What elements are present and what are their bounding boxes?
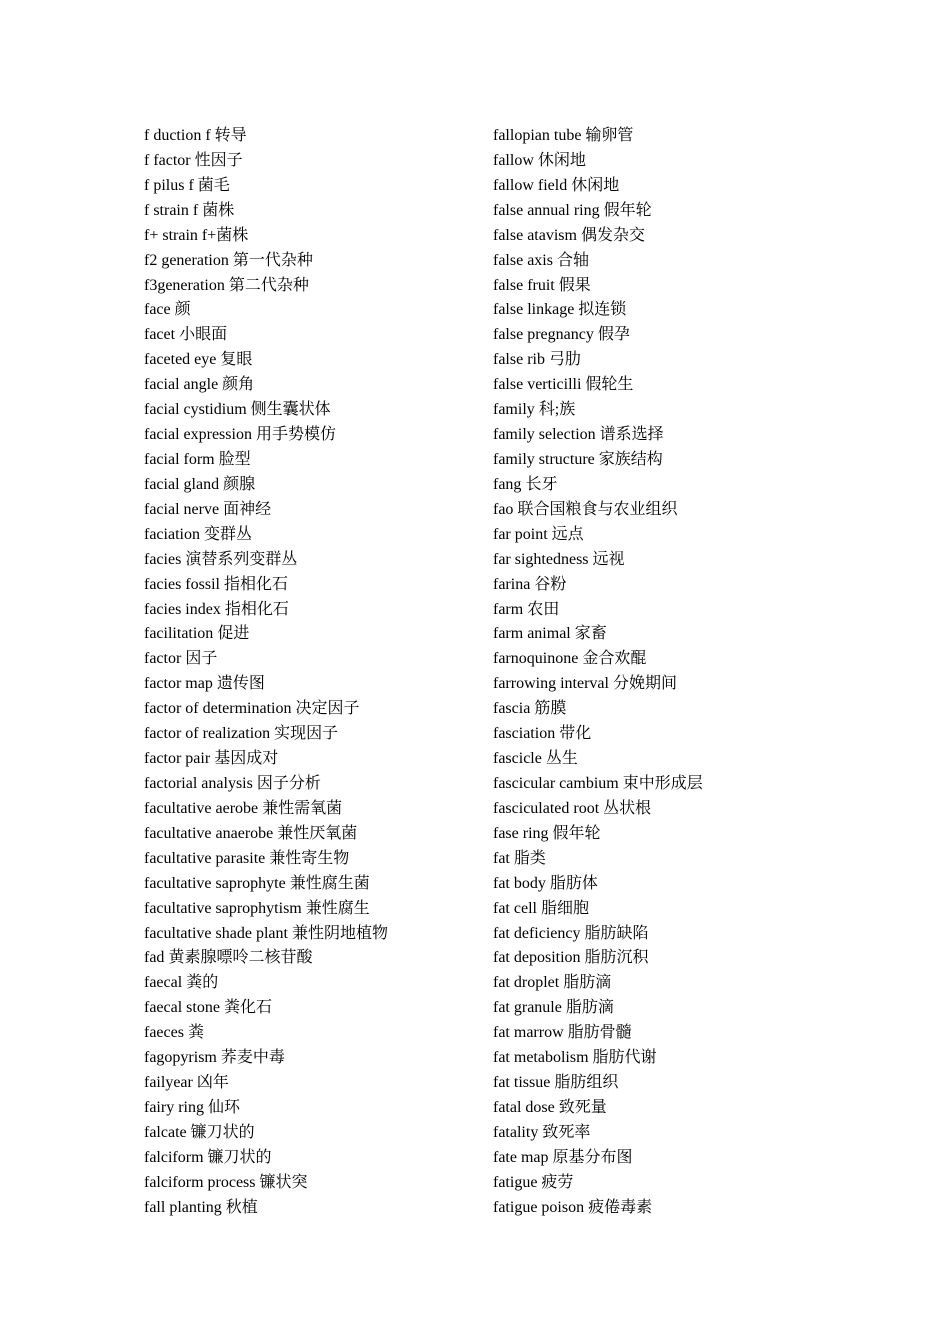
glossary-entry bbox=[493, 647, 833, 672]
glossary-entry bbox=[493, 722, 833, 747]
entry-term: false atavism bbox=[493, 226, 577, 244]
entry-term: fat body bbox=[493, 874, 546, 892]
glossary-entry bbox=[493, 1096, 833, 1121]
glossary-entry bbox=[144, 523, 474, 548]
glossary-entry bbox=[493, 199, 833, 224]
entry-term: fascicle bbox=[493, 750, 542, 768]
entry-translation: 指相化石 bbox=[224, 600, 289, 618]
glossary-entry bbox=[493, 847, 833, 872]
entry-term: fatigue bbox=[493, 1173, 538, 1191]
entry-translation: 谱系选择 bbox=[599, 426, 664, 444]
entry-translation: 第一代杂种 bbox=[232, 251, 313, 269]
entry-term: faeces bbox=[144, 1024, 184, 1042]
entry-translation: 秋植 bbox=[225, 1198, 258, 1216]
entry-term: fasciculated root bbox=[493, 799, 600, 817]
entry-translation: 菌株 bbox=[202, 201, 235, 219]
entry-translation: 疲倦毒素 bbox=[588, 1198, 653, 1216]
glossary-entry bbox=[493, 548, 833, 573]
glossary-entry bbox=[493, 1146, 833, 1171]
entry-term: fat bbox=[493, 849, 510, 867]
glossary-entry bbox=[493, 473, 833, 498]
glossary-entry bbox=[493, 897, 833, 922]
glossary-entry bbox=[493, 298, 833, 323]
glossary-entry bbox=[144, 1121, 474, 1146]
glossary-entry bbox=[493, 822, 833, 847]
glossary-entry bbox=[144, 398, 474, 423]
entry-translation: 脂肪体 bbox=[549, 874, 598, 892]
entry-term: faecal stone bbox=[144, 999, 220, 1017]
entry-term: faciation bbox=[144, 525, 200, 543]
entry-term: f+ strain bbox=[144, 226, 198, 244]
entry-term: facial angle bbox=[144, 376, 219, 394]
entry-term: facultative anaerobe bbox=[144, 824, 274, 842]
entry-translation: 仙环 bbox=[207, 1098, 240, 1116]
entry-translation: 疲劳 bbox=[541, 1173, 574, 1191]
glossary-entry bbox=[144, 697, 474, 722]
entry-term: fairy ring bbox=[144, 1098, 204, 1116]
entry-translation: 菌毛 bbox=[197, 176, 230, 194]
glossary-entry bbox=[493, 747, 833, 772]
glossary-left-column bbox=[144, 124, 474, 1221]
entry-term: fat metabolism bbox=[493, 1049, 589, 1067]
entry-translation: 丛状根 bbox=[603, 799, 652, 817]
glossary-entry bbox=[493, 872, 833, 897]
entry-translation: 因子分析 bbox=[256, 774, 321, 792]
entry-term: factor bbox=[144, 650, 182, 668]
entry-translation: 农田 bbox=[527, 600, 560, 618]
entry-term: false axis bbox=[493, 251, 553, 269]
entry-term: farnoquinone bbox=[493, 650, 579, 668]
entry-term: facultative saprophytism bbox=[144, 899, 302, 917]
entry-term: fate map bbox=[493, 1148, 549, 1166]
entry-term: fascia bbox=[493, 700, 531, 718]
entry-translation: 筋膜 bbox=[534, 700, 567, 718]
entry-translation: 联合国粮食与农业组织 bbox=[517, 500, 678, 518]
entry-translation: 实现因子 bbox=[274, 725, 339, 743]
glossary-entry bbox=[493, 373, 833, 398]
entry-term: factorial analysis bbox=[144, 774, 253, 792]
entry-term: factor map bbox=[144, 675, 213, 693]
glossary-entry bbox=[493, 523, 833, 548]
glossary-entry bbox=[493, 249, 833, 274]
entry-term: facet bbox=[144, 326, 176, 344]
entry-translation: 脂肪骨髓 bbox=[567, 1024, 632, 1042]
entry-translation: 指相化石 bbox=[223, 575, 288, 593]
entry-term: fatality bbox=[493, 1123, 539, 1141]
entry-term: fase ring bbox=[493, 824, 549, 842]
entry-term: farm bbox=[493, 600, 524, 618]
entry-translation: 粪的 bbox=[186, 974, 219, 992]
glossary-entry bbox=[144, 548, 474, 573]
glossary-entry bbox=[493, 996, 833, 1021]
glossary-entry bbox=[493, 946, 833, 971]
entry-term: faceted eye bbox=[144, 351, 217, 369]
entry-term: farina bbox=[493, 575, 531, 593]
entry-term: facies index bbox=[144, 600, 221, 618]
entry-term: facultative saprophyte bbox=[144, 874, 286, 892]
entry-translation: 遗传图 bbox=[216, 675, 265, 693]
entry-term: fallow bbox=[493, 151, 534, 169]
entry-translation: 因子 bbox=[185, 650, 218, 668]
entry-translation: 转导 bbox=[214, 127, 247, 144]
glossary-entry bbox=[493, 697, 833, 722]
entry-translation: 性因子 bbox=[194, 151, 243, 169]
glossary-entry bbox=[493, 797, 833, 822]
entry-term: false linkage bbox=[493, 301, 575, 319]
entry-term: facial gland bbox=[144, 475, 220, 493]
entry-translation: 基因成对 bbox=[214, 750, 279, 768]
entry-term: fall planting bbox=[144, 1198, 222, 1216]
entry-translation: 第二代杂种 bbox=[228, 276, 309, 294]
entry-term: f3generation bbox=[144, 276, 225, 294]
entry-translation: 决定因子 bbox=[295, 700, 360, 718]
entry-translation: 复眼 bbox=[220, 351, 253, 369]
glossary-entry bbox=[493, 323, 833, 348]
entry-term: fat granule bbox=[493, 999, 562, 1017]
entry-term: family bbox=[493, 401, 535, 419]
entry-term: fatigue poison bbox=[493, 1198, 585, 1216]
glossary-entry bbox=[144, 498, 474, 523]
glossary-entry bbox=[144, 348, 474, 373]
entry-translation: 兼性腐生菌 bbox=[289, 874, 370, 892]
entry-translation: 远视 bbox=[592, 550, 625, 568]
glossary-entry bbox=[144, 622, 474, 647]
glossary-entry bbox=[144, 946, 474, 971]
entry-term: faecal bbox=[144, 974, 183, 992]
entry-translation: 长牙 bbox=[525, 475, 558, 493]
entry-translation: 镰刀状的 bbox=[207, 1148, 272, 1166]
glossary-entry bbox=[144, 797, 474, 822]
entry-translation: 拟连锁 bbox=[578, 301, 627, 319]
glossary-entry bbox=[144, 672, 474, 697]
entry-term: fasciation bbox=[493, 725, 556, 743]
entry-translation: 金合欢醌 bbox=[582, 650, 647, 668]
glossary-entry bbox=[144, 1171, 474, 1196]
entry-translation: 束中形成层 bbox=[622, 774, 703, 792]
glossary-entry bbox=[493, 498, 833, 523]
entry-term: fat droplet bbox=[493, 974, 560, 992]
glossary-entry bbox=[144, 1046, 474, 1071]
entry-translation: f+菌株 bbox=[201, 226, 249, 244]
glossary-entry bbox=[144, 822, 474, 847]
entry-translation: 远点 bbox=[551, 525, 584, 543]
entry-term: facultative shade plant bbox=[144, 924, 288, 942]
glossary-entry bbox=[493, 922, 833, 947]
entry-translation: 变群丛 bbox=[203, 525, 252, 543]
glossary-entry bbox=[144, 922, 474, 947]
glossary-entry bbox=[144, 249, 474, 274]
entry-translation: 粪 bbox=[187, 1024, 204, 1042]
entry-translation: 兼性厌氧菌 bbox=[277, 824, 358, 842]
entry-translation: 脂肪组织 bbox=[554, 1074, 619, 1092]
entry-term: facial form bbox=[144, 450, 215, 468]
entry-translation: 脂类 bbox=[513, 849, 546, 867]
entry-term: f2 generation bbox=[144, 251, 229, 269]
entry-term: fat tissue bbox=[493, 1074, 551, 1092]
glossary-entry bbox=[144, 996, 474, 1021]
entry-term: facial nerve bbox=[144, 500, 220, 518]
entry-translation: 粪化石 bbox=[223, 999, 272, 1017]
entry-term: facies fossil bbox=[144, 575, 220, 593]
entry-translation: 镰刀状的 bbox=[190, 1123, 255, 1141]
glossary-entry bbox=[144, 1071, 474, 1096]
entry-translation: 脂肪缺陷 bbox=[584, 924, 649, 942]
glossary-entry bbox=[493, 573, 833, 598]
entry-term: fad bbox=[144, 949, 165, 967]
entry-translation: 原基分布图 bbox=[552, 1148, 633, 1166]
glossary-entry bbox=[493, 398, 833, 423]
entry-term: family selection bbox=[493, 426, 596, 444]
glossary-entry bbox=[493, 1071, 833, 1096]
entry-translation: 兼性阴地植物 bbox=[291, 924, 388, 942]
entry-term: fang bbox=[493, 475, 522, 493]
glossary-entry bbox=[144, 298, 474, 323]
entry-term: fagopyrism bbox=[144, 1049, 217, 1067]
entry-translation: 偶发杂交 bbox=[580, 226, 645, 244]
glossary-entry bbox=[144, 1096, 474, 1121]
entry-translation: 荞麦中毒 bbox=[220, 1049, 285, 1067]
glossary-entry bbox=[493, 1021, 833, 1046]
entry-translation: 演替系列变群丛 bbox=[185, 550, 298, 568]
glossary-entry bbox=[144, 199, 474, 224]
entry-term: facultative aerobe bbox=[144, 799, 259, 817]
entry-translation: 凶年 bbox=[196, 1074, 229, 1092]
glossary-entry bbox=[493, 224, 833, 249]
glossary-entry bbox=[144, 448, 474, 473]
glossary-entry bbox=[144, 847, 474, 872]
entry-translation: 假孕 bbox=[597, 326, 630, 344]
glossary-entry bbox=[144, 149, 474, 174]
entry-term: fallow field bbox=[493, 176, 568, 194]
entry-translation: 镰状突 bbox=[259, 1173, 308, 1191]
glossary-entry bbox=[493, 124, 833, 149]
entry-term: fat cell bbox=[493, 899, 537, 917]
glossary-entry bbox=[493, 448, 833, 473]
glossary-entry bbox=[144, 1196, 474, 1221]
glossary-entry bbox=[493, 1121, 833, 1146]
glossary-entry bbox=[493, 1171, 833, 1196]
entry-translation: 脸型 bbox=[218, 450, 251, 468]
entry-translation: 面神经 bbox=[223, 500, 272, 518]
entry-translation: 家族结构 bbox=[598, 450, 663, 468]
entry-translation: 小眼面 bbox=[179, 326, 228, 344]
glossary-entry bbox=[144, 573, 474, 598]
entry-term: factor of determination bbox=[144, 700, 292, 718]
glossary-entry bbox=[144, 722, 474, 747]
entry-term: fat deposition bbox=[493, 949, 581, 967]
entry-term: farm animal bbox=[493, 625, 571, 643]
entry-term: facilitation bbox=[144, 625, 214, 643]
glossary-entry bbox=[144, 174, 474, 199]
glossary-entry bbox=[144, 423, 474, 448]
entry-translation: 颜 bbox=[174, 301, 191, 319]
entry-term: facultative parasite bbox=[144, 849, 266, 867]
entry-term: family structure bbox=[493, 450, 595, 468]
entry-term: f duction f bbox=[144, 127, 211, 144]
entry-translation: 带化 bbox=[559, 725, 592, 743]
entry-term: falciform bbox=[144, 1148, 204, 1166]
entry-term: fat marrow bbox=[493, 1024, 564, 1042]
glossary-entry bbox=[493, 423, 833, 448]
glossary-entry bbox=[493, 149, 833, 174]
entry-term: farrowing interval bbox=[493, 675, 609, 693]
entry-term: fallopian tube bbox=[493, 127, 582, 144]
entry-translation: 脂肪沉积 bbox=[584, 949, 649, 967]
entry-term: fao bbox=[493, 500, 514, 518]
entry-term: false rib bbox=[493, 351, 545, 369]
glossary-entry bbox=[493, 598, 833, 623]
entry-term: fat deficiency bbox=[493, 924, 581, 942]
entry-term: facies bbox=[144, 550, 182, 568]
entry-translation: 假果 bbox=[558, 276, 591, 294]
entry-term: falciform process bbox=[144, 1173, 256, 1191]
glossary-entry bbox=[144, 872, 474, 897]
glossary-entry bbox=[493, 174, 833, 199]
glossary-entry bbox=[144, 971, 474, 996]
glossary-entry bbox=[493, 971, 833, 996]
entry-term: false verticilli bbox=[493, 376, 582, 394]
entry-translation: 致死量 bbox=[558, 1098, 607, 1116]
entry-translation: 休闲地 bbox=[537, 151, 586, 169]
entry-translation: 丛生 bbox=[545, 750, 578, 768]
entry-translation: 输卵管 bbox=[585, 127, 634, 144]
entry-term: f strain f bbox=[144, 201, 199, 219]
entry-term: fascicular cambium bbox=[493, 774, 619, 792]
glossary-entry bbox=[144, 1021, 474, 1046]
glossary-entry bbox=[493, 622, 833, 647]
glossary-entry bbox=[493, 672, 833, 697]
entry-translation: 分娩期间 bbox=[612, 675, 677, 693]
entry-translation: 休闲地 bbox=[571, 176, 620, 194]
entry-translation: 脂细胞 bbox=[540, 899, 589, 917]
entry-term: factor of realization bbox=[144, 725, 271, 743]
entry-translation: 用手势模仿 bbox=[255, 426, 336, 444]
entry-term: false annual ring bbox=[493, 201, 600, 219]
entry-translation: 假轮生 bbox=[585, 376, 634, 394]
glossary-entry bbox=[144, 598, 474, 623]
entry-translation: 假年轮 bbox=[603, 201, 652, 219]
glossary-entry bbox=[144, 647, 474, 672]
entry-translation: 黄素腺嘌呤二核苷酸 bbox=[168, 949, 313, 967]
entry-term: facial expression bbox=[144, 426, 252, 444]
entry-translation: 侧生囊状体 bbox=[250, 401, 331, 419]
glossary-entry bbox=[493, 348, 833, 373]
glossary-entry bbox=[144, 274, 474, 299]
glossary-entry bbox=[144, 373, 474, 398]
glossary-entry bbox=[144, 224, 474, 249]
glossary-entry bbox=[493, 1046, 833, 1071]
entry-translation: 颜角 bbox=[222, 376, 255, 394]
glossary-entry bbox=[144, 1146, 474, 1171]
entry-translation: 脂肪代谢 bbox=[592, 1049, 657, 1067]
entry-term: face bbox=[144, 301, 171, 319]
entry-translation: 兼性腐生 bbox=[305, 899, 370, 917]
glossary-entry bbox=[144, 473, 474, 498]
entry-term: f factor bbox=[144, 151, 191, 169]
entry-translation: 促进 bbox=[217, 625, 250, 643]
glossary-entry bbox=[493, 772, 833, 797]
entry-translation: 颜腺 bbox=[223, 475, 256, 493]
entry-translation: 兼性需氧菌 bbox=[262, 799, 343, 817]
entry-term: false pregnancy bbox=[493, 326, 594, 344]
entry-term: factor pair bbox=[144, 750, 211, 768]
entry-translation: 科;族 bbox=[538, 401, 576, 419]
entry-term: false fruit bbox=[493, 276, 555, 294]
glossary-right-column bbox=[493, 124, 833, 1221]
entry-translation: 脂肪滴 bbox=[563, 974, 612, 992]
entry-translation: 谷粉 bbox=[534, 575, 567, 593]
entry-translation: 合轴 bbox=[556, 251, 589, 269]
glossary-entry bbox=[144, 897, 474, 922]
entry-term: fatal dose bbox=[493, 1098, 555, 1116]
glossary-entry bbox=[144, 747, 474, 772]
entry-translation: 假年轮 bbox=[552, 824, 601, 842]
entry-term: far point bbox=[493, 525, 548, 543]
entry-translation: 脂肪滴 bbox=[565, 999, 614, 1017]
entry-translation: 家畜 bbox=[574, 625, 607, 643]
entry-translation: 兼性寄生物 bbox=[269, 849, 350, 867]
glossary-entry bbox=[144, 772, 474, 797]
glossary-entry bbox=[144, 323, 474, 348]
entry-translation: 弓肋 bbox=[548, 351, 581, 369]
entry-term: f pilus f bbox=[144, 176, 194, 194]
entry-term: falcate bbox=[144, 1123, 187, 1141]
entry-term: far sightedness bbox=[493, 550, 589, 568]
entry-term: failyear bbox=[144, 1074, 193, 1092]
entry-translation: 致死率 bbox=[542, 1123, 591, 1141]
glossary-entry bbox=[493, 1196, 833, 1221]
entry-term: facial cystidium bbox=[144, 401, 247, 419]
glossary-entry bbox=[144, 124, 474, 149]
glossary-entry bbox=[493, 274, 833, 299]
